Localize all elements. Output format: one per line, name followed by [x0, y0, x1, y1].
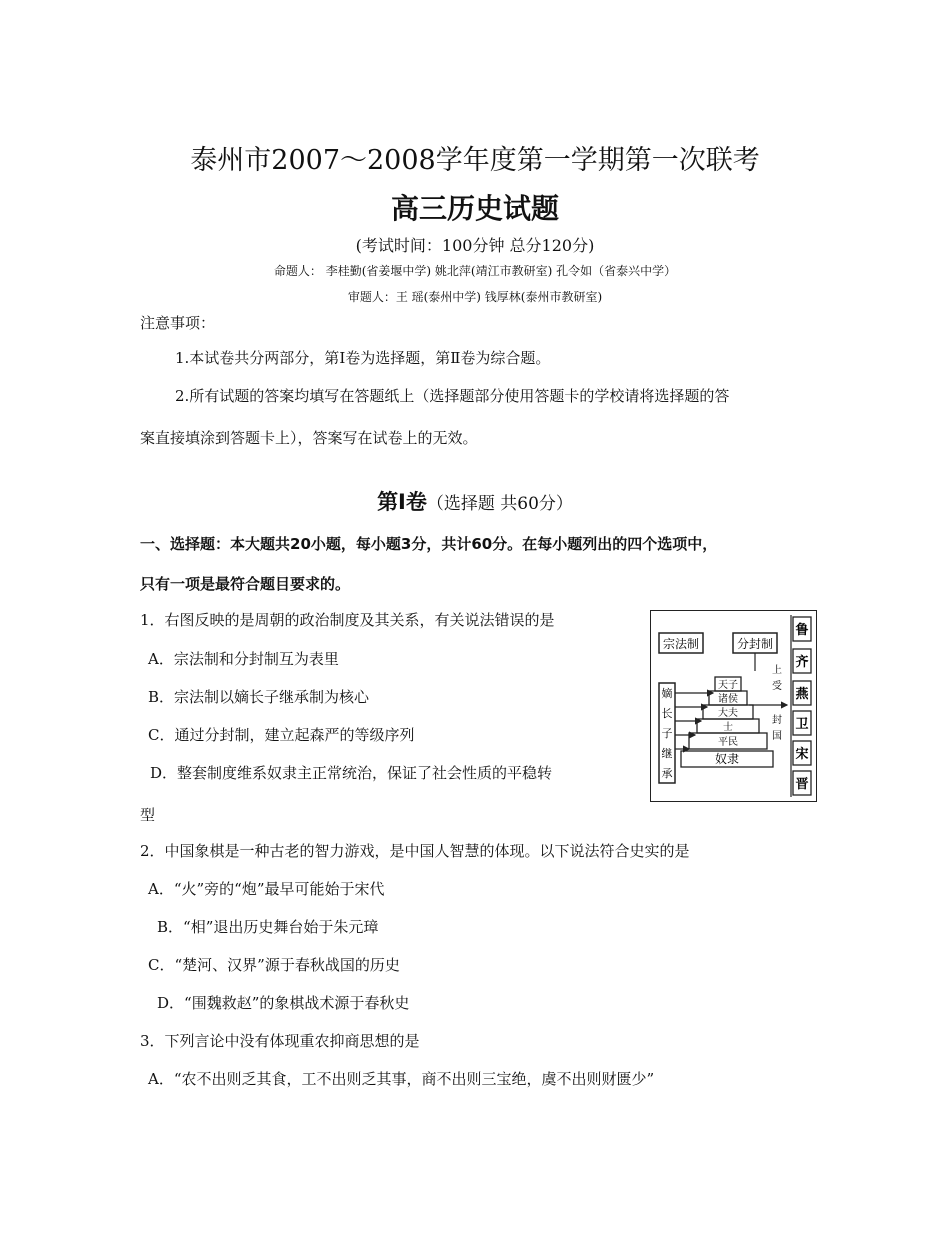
instructions-line-2: 只有一项是最符合题目要求的。 [140, 575, 351, 593]
tier-6-label: 奴隶 [714, 752, 740, 766]
question-2-option-a: A．“火”旁的“炮”最早可能始于宋代 [148, 880, 385, 898]
fenfeng-label: 分封制 [736, 637, 774, 651]
zongfa-label: 宗法制 [662, 637, 700, 651]
question-1-stem: 1．右图反映的是周朝的政治制度及其关系，有关说法错误的是 [140, 611, 555, 629]
zhou-system-svg [651, 611, 816, 801]
tier-2-label: 诸侯 [718, 694, 738, 705]
section-title [0, 486, 950, 516]
notice-item-2-line-2: 案直接填涂到答题卡上），答案写在试卷上的无效。 [140, 429, 478, 447]
authors-line: 命题人： 李桂勤(省姜堰中学) 姚北萍(靖江市教研室) 孔令如（省泰兴中学） [273, 264, 677, 278]
succession-char-4: 继 [661, 747, 673, 760]
tier-4-label: 士 [723, 722, 733, 733]
tier-5-label: 平民 [718, 737, 738, 748]
question-1-option-d-continued: 型 [140, 806, 156, 824]
section-title-note: （选择题 共60分） [426, 494, 573, 514]
middle-char-3: 封 [772, 715, 782, 726]
question-1-option-a: A．宗法制和分封制互为表里 [148, 650, 339, 668]
state-6: 晋 [795, 777, 809, 792]
question-1-option-d: D．整套制度维系奴隶主正常统治，保证了社会性质的平稳转 [150, 764, 553, 782]
exam-title: 泰州市2007～2008学年度第一学期第一次联考 [190, 145, 760, 176]
tier-3-label: 大夫 [718, 708, 738, 719]
succession-char-3: 子 [661, 727, 673, 740]
question-2-option-c: C．“楚河、汉界”源于春秋战国的历史 [148, 956, 400, 974]
state-3: 燕 [795, 687, 809, 702]
state-2: 齐 [795, 655, 809, 670]
question-3-stem: 3．下列言论中没有体现重农抑商思想的是 [140, 1032, 420, 1050]
question-2-option-d: D．“围魏救赵”的象棋战术源于春秋史 [157, 994, 410, 1012]
notice-heading: 注意事项： [140, 314, 216, 332]
notice-item-1: 1.本试卷共分两部分，第Ⅰ卷为选择题，第Ⅱ卷为综合题。 [175, 349, 551, 367]
succession-char-5: 承 [661, 767, 673, 780]
middle-char-2: 受 [772, 681, 782, 692]
state-1: 鲁 [795, 623, 809, 638]
question-2-stem: 2．中国象棋是一种古老的智力游戏，是中国人智慧的体现。以下说法符合史实的是 [140, 842, 690, 860]
instructions-line-1: 一、选择题：本大题共20小题，每小题3分，共计60分。在每小题列出的四个选项中， [140, 535, 718, 553]
section-title-main: 第Ⅰ卷 [377, 490, 427, 514]
question-2-option-b: B．“相”退出历史舞台始于朱元璋 [157, 918, 379, 936]
middle-char-1: 上 [772, 665, 782, 676]
exam-info: (考试时间：100分钟 总分120分) [355, 236, 595, 255]
question-3-option-a: A．“农不出则乏其食，工不出则乏其事，商不出则三宝绝，虞不出则财匮少” [148, 1070, 655, 1088]
succession-char-2: 长 [661, 707, 673, 720]
question-1-option-b: B．宗法制以嫡长子继承制为核心 [148, 688, 370, 706]
state-4: 卫 [795, 717, 809, 732]
question-1-option-c: C．通过分封制，建立起森严的等级序列 [148, 726, 415, 744]
succession-char-1: 嫡 [661, 687, 673, 700]
exam-subtitle: 高三历史试题 [390, 192, 559, 225]
zhou-system-diagram [650, 610, 817, 802]
state-5: 宋 [795, 747, 809, 762]
tier-1-label: 天子 [718, 680, 738, 691]
reviewers-line: 审题人：王 瑶(泰州中学) 钱厚林(泰州市教研室) [347, 290, 603, 304]
notice-item-2-line-1: 2.所有试题的答案均填写在答题纸上（选择题部分使用答题卡的学校请将选择题的答 [175, 387, 730, 405]
middle-char-4: 国 [772, 731, 782, 742]
